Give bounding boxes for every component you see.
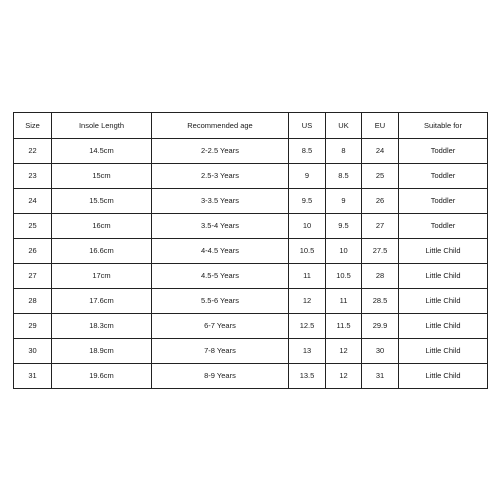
cell-size: 25 <box>14 214 52 239</box>
cell-suitable-for: Toddler <box>399 189 488 214</box>
table-row <box>14 314 488 339</box>
cell-eu: 30 <box>362 339 399 364</box>
cell-uk: 10.5 <box>326 264 362 289</box>
table-row <box>14 164 488 189</box>
cell-uk: 12 <box>326 364 362 389</box>
cell-eu: 29.9 <box>362 314 399 339</box>
cell-uk: 10 <box>326 239 362 264</box>
cell-recommended-age: 3.5-4 Years <box>152 214 289 239</box>
cell-recommended-age: 2.5-3 Years <box>152 164 289 189</box>
cell-insole-length: 14.5cm <box>52 139 152 164</box>
cell-insole-length: 15.5cm <box>52 189 152 214</box>
cell-suitable-for: Little Child <box>399 239 488 264</box>
cell-size: 22 <box>14 139 52 164</box>
size-chart-table <box>13 112 488 389</box>
cell-eu: 24 <box>362 139 399 164</box>
cell-recommended-age: 4-4.5 Years <box>152 239 289 264</box>
table-row <box>14 214 488 239</box>
cell-suitable-for: Little Child <box>399 339 488 364</box>
cell-us: 12 <box>289 289 326 314</box>
header-suitable-for: Suitable for <box>399 113 488 139</box>
cell-recommended-age: 4.5-5 Years <box>152 264 289 289</box>
cell-eu: 31 <box>362 364 399 389</box>
cell-uk: 8.5 <box>326 164 362 189</box>
cell-uk: 11.5 <box>326 314 362 339</box>
cell-insole-length: 17cm <box>52 264 152 289</box>
cell-eu: 28.5 <box>362 289 399 314</box>
cell-insole-length: 19.6cm <box>52 364 152 389</box>
cell-uk: 8 <box>326 139 362 164</box>
cell-suitable-for: Little Child <box>399 364 488 389</box>
cell-insole-length: 16cm <box>52 214 152 239</box>
cell-us: 9.5 <box>289 189 326 214</box>
cell-us: 13.5 <box>289 364 326 389</box>
cell-size: 23 <box>14 164 52 189</box>
cell-eu: 25 <box>362 164 399 189</box>
table-row <box>14 264 488 289</box>
cell-uk: 12 <box>326 339 362 364</box>
cell-eu: 28 <box>362 264 399 289</box>
header-insole-length: Insole Length <box>52 113 152 139</box>
cell-recommended-age: 7-8 Years <box>152 339 289 364</box>
cell-eu: 27 <box>362 214 399 239</box>
cell-uk: 9.5 <box>326 214 362 239</box>
table-row <box>14 139 488 164</box>
cell-insole-length: 16.6cm <box>52 239 152 264</box>
table-body <box>14 139 488 389</box>
cell-us: 10 <box>289 214 326 239</box>
cell-size: 24 <box>14 189 52 214</box>
cell-recommended-age: 8-9 Years <box>152 364 289 389</box>
cell-suitable-for: Little Child <box>399 289 488 314</box>
cell-uk: 11 <box>326 289 362 314</box>
table-row <box>14 289 488 314</box>
cell-recommended-age: 3-3.5 Years <box>152 189 289 214</box>
cell-insole-length: 18.3cm <box>52 314 152 339</box>
cell-recommended-age: 2-2.5 Years <box>152 139 289 164</box>
header-uk: UK <box>326 113 362 139</box>
cell-us: 10.5 <box>289 239 326 264</box>
cell-suitable-for: Toddler <box>399 164 488 189</box>
cell-us: 12.5 <box>289 314 326 339</box>
table-row <box>14 364 488 389</box>
cell-suitable-for: Toddler <box>399 214 488 239</box>
cell-suitable-for: Little Child <box>399 264 488 289</box>
cell-recommended-age: 5.5-6 Years <box>152 289 289 314</box>
cell-us: 13 <box>289 339 326 364</box>
cell-suitable-for: Little Child <box>399 314 488 339</box>
header-eu: EU <box>362 113 399 139</box>
cell-insole-length: 17.6cm <box>52 289 152 314</box>
cell-size: 27 <box>14 264 52 289</box>
header-us: US <box>289 113 326 139</box>
cell-size: 26 <box>14 239 52 264</box>
cell-size: 31 <box>14 364 52 389</box>
cell-us: 9 <box>289 164 326 189</box>
header-row <box>14 113 488 139</box>
cell-size: 29 <box>14 314 52 339</box>
table-row <box>14 189 488 214</box>
cell-insole-length: 15cm <box>52 164 152 189</box>
cell-eu: 27.5 <box>362 239 399 264</box>
cell-size: 30 <box>14 339 52 364</box>
cell-insole-length: 18.9cm <box>52 339 152 364</box>
cell-suitable-for: Toddler <box>399 139 488 164</box>
table-row <box>14 339 488 364</box>
header-recommended-age: Recommended age <box>152 113 289 139</box>
cell-size: 28 <box>14 289 52 314</box>
cell-uk: 9 <box>326 189 362 214</box>
cell-recommended-age: 6-7 Years <box>152 314 289 339</box>
header-size: Size <box>14 113 52 139</box>
cell-us: 8.5 <box>289 139 326 164</box>
table-row <box>14 239 488 264</box>
cell-eu: 26 <box>362 189 399 214</box>
cell-us: 11 <box>289 264 326 289</box>
